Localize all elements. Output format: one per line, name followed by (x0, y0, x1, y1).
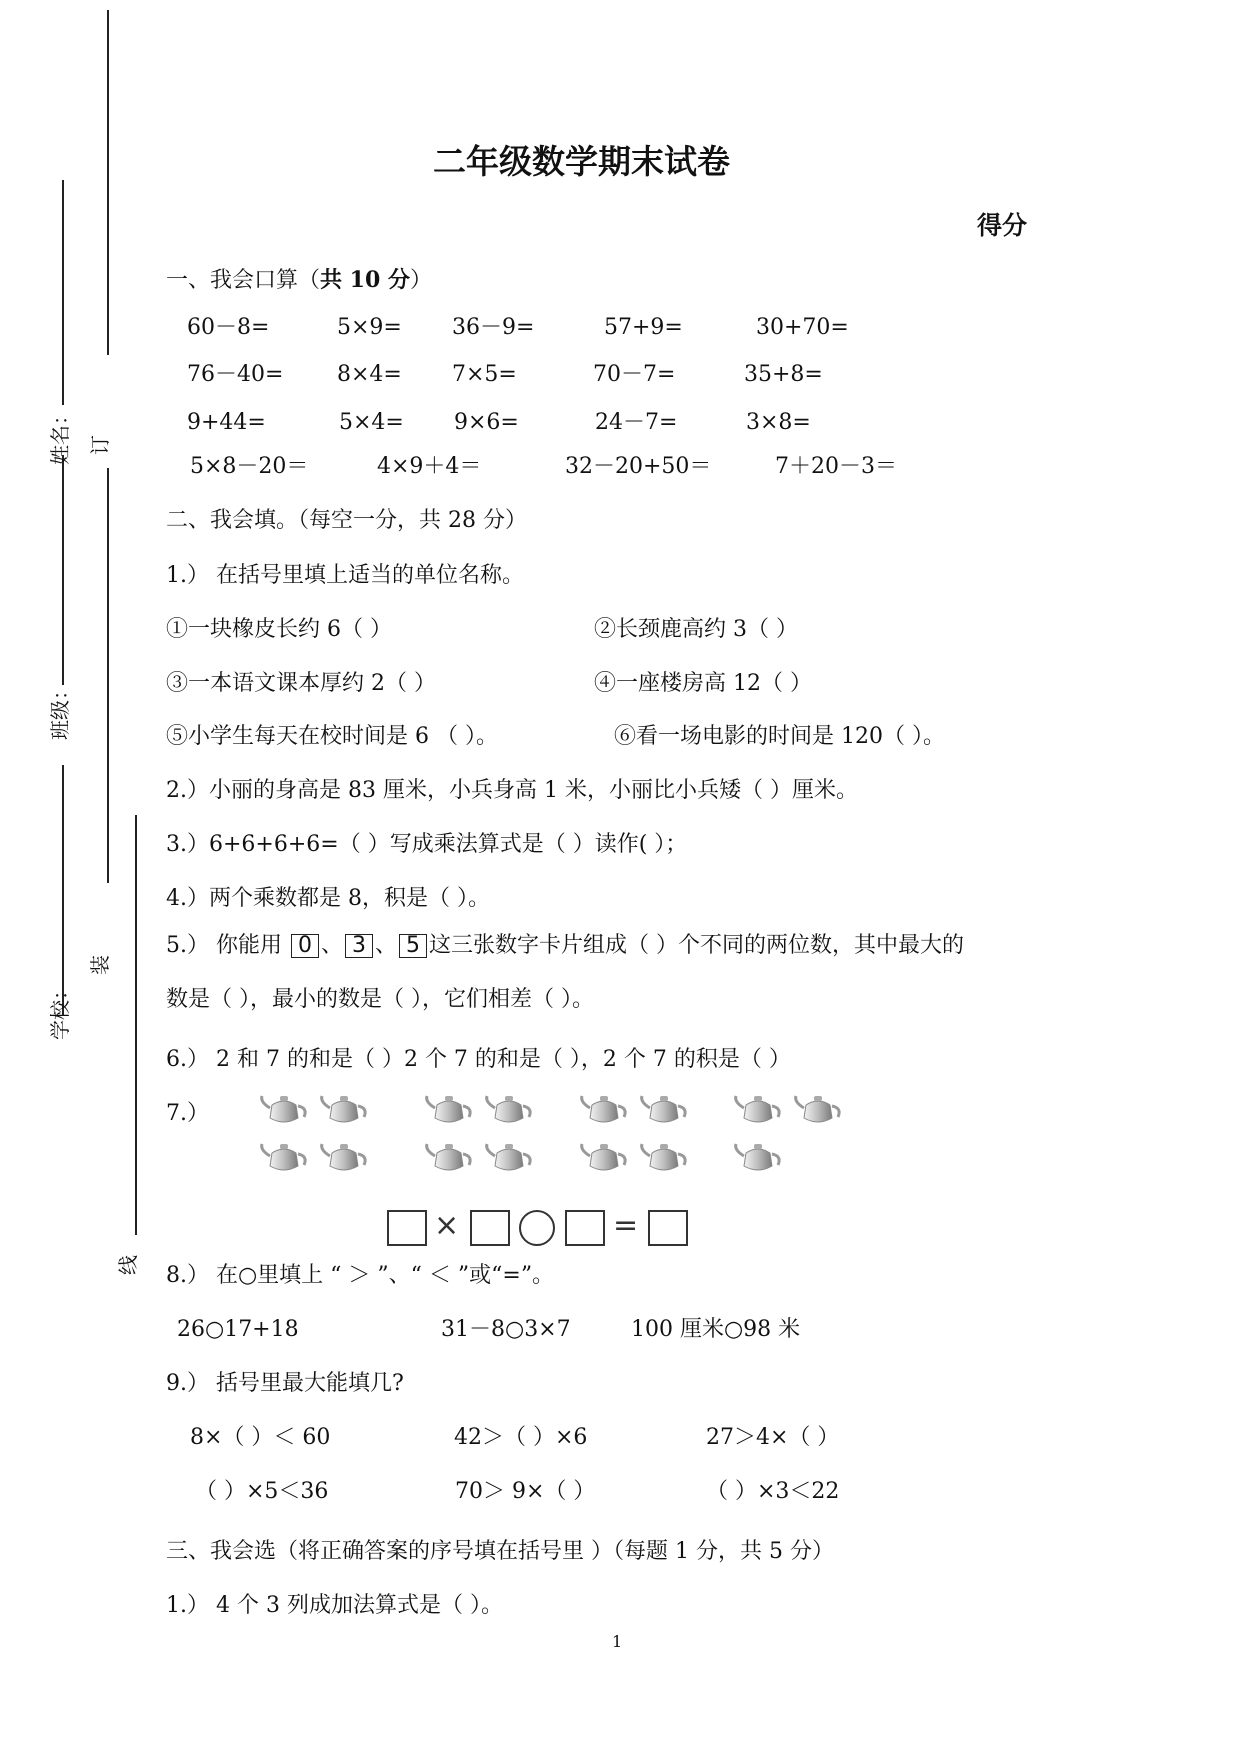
teapot-icon (638, 1092, 690, 1128)
answer-box (648, 1210, 688, 1246)
name-underline (62, 180, 64, 405)
section2-heading: 二、我会填。（每空一分，共 28 分） (166, 508, 527, 533)
bind-char-xian: 线 (116, 1255, 140, 1275)
equals-sign: = (613, 1208, 639, 1243)
school-underline (62, 765, 64, 1015)
unit-item: ②长颈鹿高约 3（ ） (594, 617, 798, 642)
question-2-4: 4.）两个乘数都是 8，积是（ ）。 (166, 886, 490, 911)
max-fill-item: 27＞4×（ ） (706, 1425, 840, 1450)
binding-line-outer-top (107, 10, 109, 355)
question-2-3: 3.）6+6+6+6=（ ）写成乘法算式是（ ）读作( ）； (166, 832, 688, 857)
oral-calc-item: 7×5= (452, 362, 517, 387)
compare-item: 26○17+18 (177, 1317, 299, 1342)
unit-item: ①一块橡皮长约 6（ ） (166, 617, 392, 642)
oral-calc-item: 3×8= (746, 410, 811, 435)
teapot-icon (483, 1140, 535, 1176)
question-2-8-stem: 8.） 在○里填上 “ ＞ ”、“ ＜ ”或“=”。 (166, 1263, 555, 1288)
digit-card: 0 (291, 934, 319, 958)
question-2-6: 6.） 2 和 7 的和是（ ）2 个 7 的和是（ ），2 个 7 的积是（ ） (166, 1047, 791, 1072)
question-2-9-stem: 9.） 括号里最大能填几? (166, 1371, 404, 1396)
oral-calc-item: 57+9= (604, 315, 683, 340)
oral-calc-item: 30+70= (756, 315, 849, 340)
teapot-icon (483, 1092, 535, 1128)
max-fill-item: （ ）×3＜22 (706, 1479, 840, 1504)
question-2-1-stem: 1.） 在括号里填上适当的单位名称。 (166, 563, 524, 588)
max-fill-item: 42＞（ ）×6 (454, 1425, 588, 1450)
bind-char-zhuang: 装 (88, 955, 112, 975)
answer-box (470, 1210, 510, 1246)
section1-heading-post: ） (409, 268, 432, 293)
page-number: 1 (612, 1632, 623, 1651)
oral-calc-item: 4×9＋4＝ (377, 454, 482, 479)
unit-item: ⑤小学生每天在校时间是 6 （ ）。 (166, 724, 498, 749)
digit-card: 3 (345, 934, 373, 958)
teapot-icon (578, 1092, 630, 1128)
teapot-icon (732, 1140, 784, 1176)
teapot-icon (423, 1092, 475, 1128)
teapot-icon (258, 1140, 310, 1176)
max-fill-item: 70＞ 9×（ ） (455, 1479, 596, 1504)
score-label: 得分 (977, 211, 1028, 240)
teapot-icon (792, 1092, 844, 1128)
oral-calc-item: 35+8= (744, 362, 823, 387)
binding-line-outer-mid (107, 468, 109, 883)
compare-item: 100 厘米○98 米 (631, 1317, 801, 1342)
answer-box (387, 1210, 427, 1246)
binding-line-outer-bottom (135, 815, 137, 1235)
oral-calc-item: 24－7= (595, 410, 678, 435)
teapot-icon (638, 1140, 690, 1176)
question-3-1: 1.） 4 个 3 列成加法算式是（ ）。 (166, 1593, 503, 1618)
section1-heading (166, 266, 432, 295)
oral-calc-item: 5×4= (339, 410, 404, 435)
bind-char-ding: 订 (88, 435, 112, 455)
class-label: 班级： (48, 680, 72, 740)
multiply-sign: × (434, 1208, 460, 1243)
oral-calc-item: 8×4= (337, 362, 402, 387)
unit-item: ⑥看一场电影的时间是 120（ ）。 (614, 724, 945, 749)
oral-calc-item: 9+44= (187, 410, 266, 435)
unit-item: ③一本语文课本厚约 2（ ） (166, 671, 436, 696)
max-fill-item: 8×（ ）＜ 60 (190, 1425, 331, 1450)
oral-calc-item: 9×6= (454, 410, 519, 435)
teapot-icon (318, 1092, 370, 1128)
answer-box (565, 1210, 605, 1246)
teapot-icon (423, 1140, 475, 1176)
teapot-icon (578, 1140, 630, 1176)
section1-heading-points: 共 10 分 (320, 267, 410, 293)
oral-calc-item: 36－9= (452, 315, 535, 340)
oral-calc-item: 32－20+50＝ (565, 454, 712, 479)
question-2-7-label: 7.） (166, 1101, 209, 1126)
teapot-icon (258, 1092, 310, 1128)
oral-calc-item: 76－40= (187, 362, 284, 387)
operator-circle (519, 1210, 555, 1246)
max-fill-item: （ ）×5＜36 (195, 1479, 329, 1504)
q5-pre: 5.） 你能用 (166, 933, 282, 958)
oral-calc-item: 7＋20－3＝ (775, 454, 897, 479)
page-title: 二年级数学期末试卷 (433, 142, 730, 181)
question-2-5 (166, 932, 964, 960)
school-label: 学校： (48, 980, 72, 1040)
card-sep: 、 (375, 933, 398, 958)
oral-calc-item: 70－7= (593, 362, 676, 387)
section1-heading-pre: 一、我会口算（ (166, 268, 321, 293)
oral-calc-item: 5×9= (337, 315, 402, 340)
unit-item: ④一座楼房高 12（ ） (594, 671, 812, 696)
oral-calc-item: 5×8－20＝ (190, 454, 309, 479)
name-label: 姓名： (48, 405, 72, 465)
section3-heading: 三、我会选（将正确答案的序号填在括号里 ）（每题 1 分，共 5 分） (166, 1539, 834, 1564)
compare-item: 31－8○3×7 (441, 1317, 571, 1342)
question-2-2: 2.）小丽的身高是 83 厘米，小兵身高 1 米，小丽比小兵矮（ ）厘米。 (166, 778, 858, 803)
digit-card: 5 (399, 934, 427, 958)
oral-calc-item: 60－8= (187, 315, 270, 340)
q5-post: 这三张数字卡片组成（ ）个不同的两位数，其中最大的 (429, 933, 965, 958)
question-2-5-line2: 数是（ ），最小的数是（ ），它们相差（ ）。 (166, 987, 594, 1012)
class-underline (62, 455, 64, 685)
teapot-icon (318, 1140, 370, 1176)
card-sep: 、 (320, 933, 343, 958)
teapot-icon (732, 1092, 784, 1128)
